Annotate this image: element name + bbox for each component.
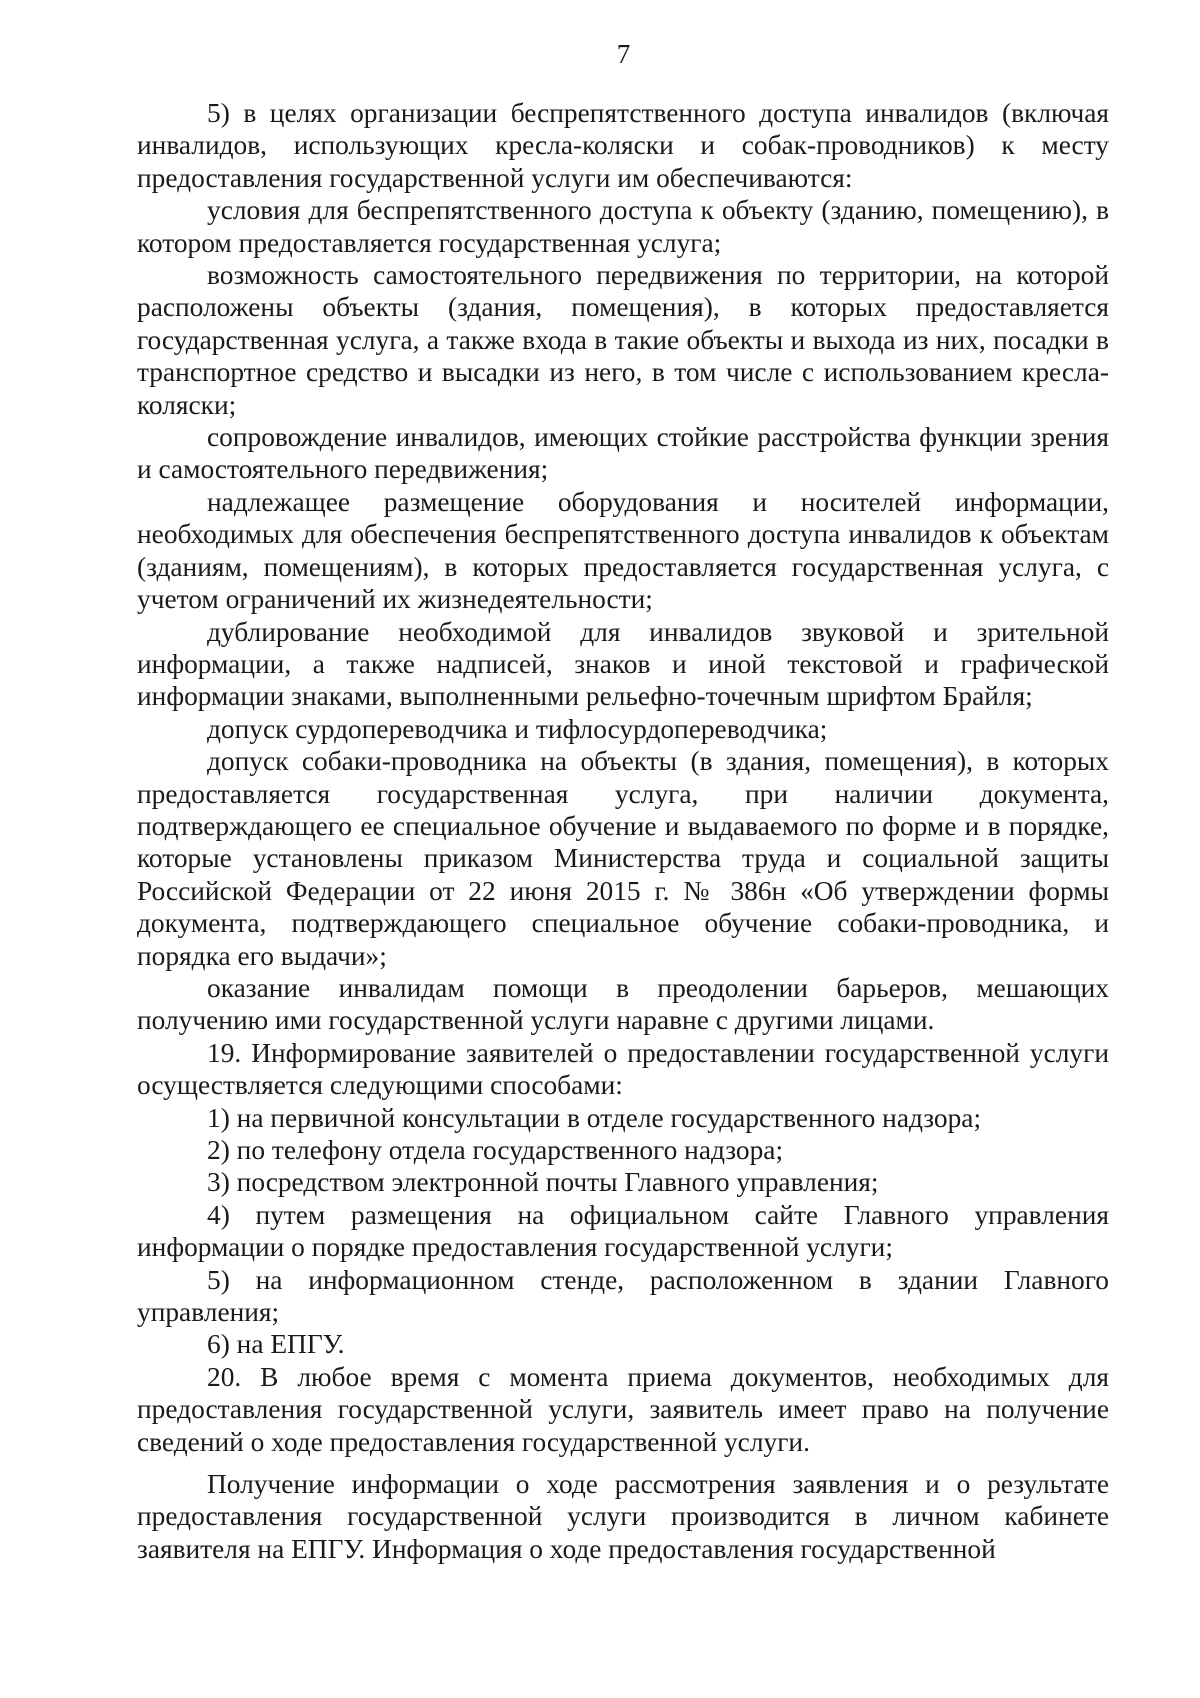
paragraph-item-19-1: 1) на первичной консультации в отделе государственного надзора; — [207, 1102, 982, 1133]
paragraph-independent-movement: возможность самостоятельного передвижения по территории, на которой расположены объекты (здания, помещения), в которых предоставляется государственная услуга, а также входа в такие объекты и выхода из них, посадки в транспортное средство и высадки из него, в том числе с использованием кресла-коляски; — [137, 260, 1109, 420]
paragraph-item-19-4: 4) путем размещения на официальном сайте Главного управления информации о порядке предоставления государственной услуги; — [137, 1199, 1109, 1263]
paragraph-item-19-6: 6) на ЕПГУ. — [207, 1329, 345, 1360]
paragraph-item-19-3: 3) посредством электронной почты Главного управления; — [207, 1167, 879, 1198]
paragraph-item-19-5: 5) на информационном стенде, расположенном в здании Главного управления; — [137, 1264, 1109, 1328]
paragraph-accessibility-intro: 5) в целях организации беспрепятственного доступа инвалидов (включая инвалидов, использующих кресла-коляски и собак-проводников) к месту предоставления государственной услуги им обеспечиваются: — [137, 98, 1109, 193]
paragraph-status-info: Получение информации о ходе рассмотрения заявления и о результате предоставления государственной услуги производится в личном кабинете заявителя на ЕПГУ. Информация о ходе предоставления государственной — [137, 1469, 1109, 1564]
paragraph-access-conditions: условия для беспрепятственного доступа к объекту (зданию, помещению), в котором предоставляется государственная услуга; — [137, 195, 1109, 258]
page-number: 7 — [616, 39, 631, 69]
paragraph-item-19: 19. Информирование заявителей о предоставлении государственной услуги осуществляется следующими способами: — [137, 1037, 1109, 1101]
paragraph-item-20: 20. В любое время с момента приема документов, необходимых для предоставления государственной услуги, заявитель имеет право на получение сведений о ходе предоставления государственной услуги. — [137, 1361, 1109, 1457]
document-body — [137, 97, 1109, 1565]
paragraph-sign-interpreter: допуск сурдопереводчика и тифлосурдопереводчика; — [207, 713, 828, 744]
paragraph-barrier-assistance: оказание инвалидам помощи в преодолении барьеров, мешающих получению ими государственной услуги наравне с другими лицами. — [137, 972, 1109, 1036]
paragraph-guide-dog: допуск собаки-проводника на объекты (в здания, помещения), в которых предоставляется государственная услуга, при наличии документа, подтверждающего ее специальное обучение и выдаваемого по форме и в порядке, которые установлены приказом Министерства труда и социальной защиты Российской Федерации от 22 июня 2015 г. № 386н «Об утверждении формы документа, подтверждающего специальное обучение собаки-проводника, и порядка его выдачи»; — [137, 746, 1109, 971]
paragraph-information-duplication: дублирование необходимой для инвалидов звуковой и зрительной информации, а также надписей, знаков и иной текстовой и графической информации знаками, выполненными рельефно-точечным шрифтом Брайля; — [137, 616, 1109, 712]
paragraph-escort: сопровождение инвалидов, имеющих стойкие расстройства функции зрения и самостоятельного передвижения; — [137, 422, 1109, 485]
paragraph-equipment-placement: надлежащее размещение оборудования и носителей информации, необходимых для обеспечения беспрепятственного доступа инвалидов к объектам (зданиям, помещениям), в которых предоставляется государственная услуга, с учетом ограничений их жизнедеятельности; — [137, 486, 1109, 615]
paragraph-item-19-2: 2) по телефону отдела государственного надзора; — [207, 1135, 784, 1165]
